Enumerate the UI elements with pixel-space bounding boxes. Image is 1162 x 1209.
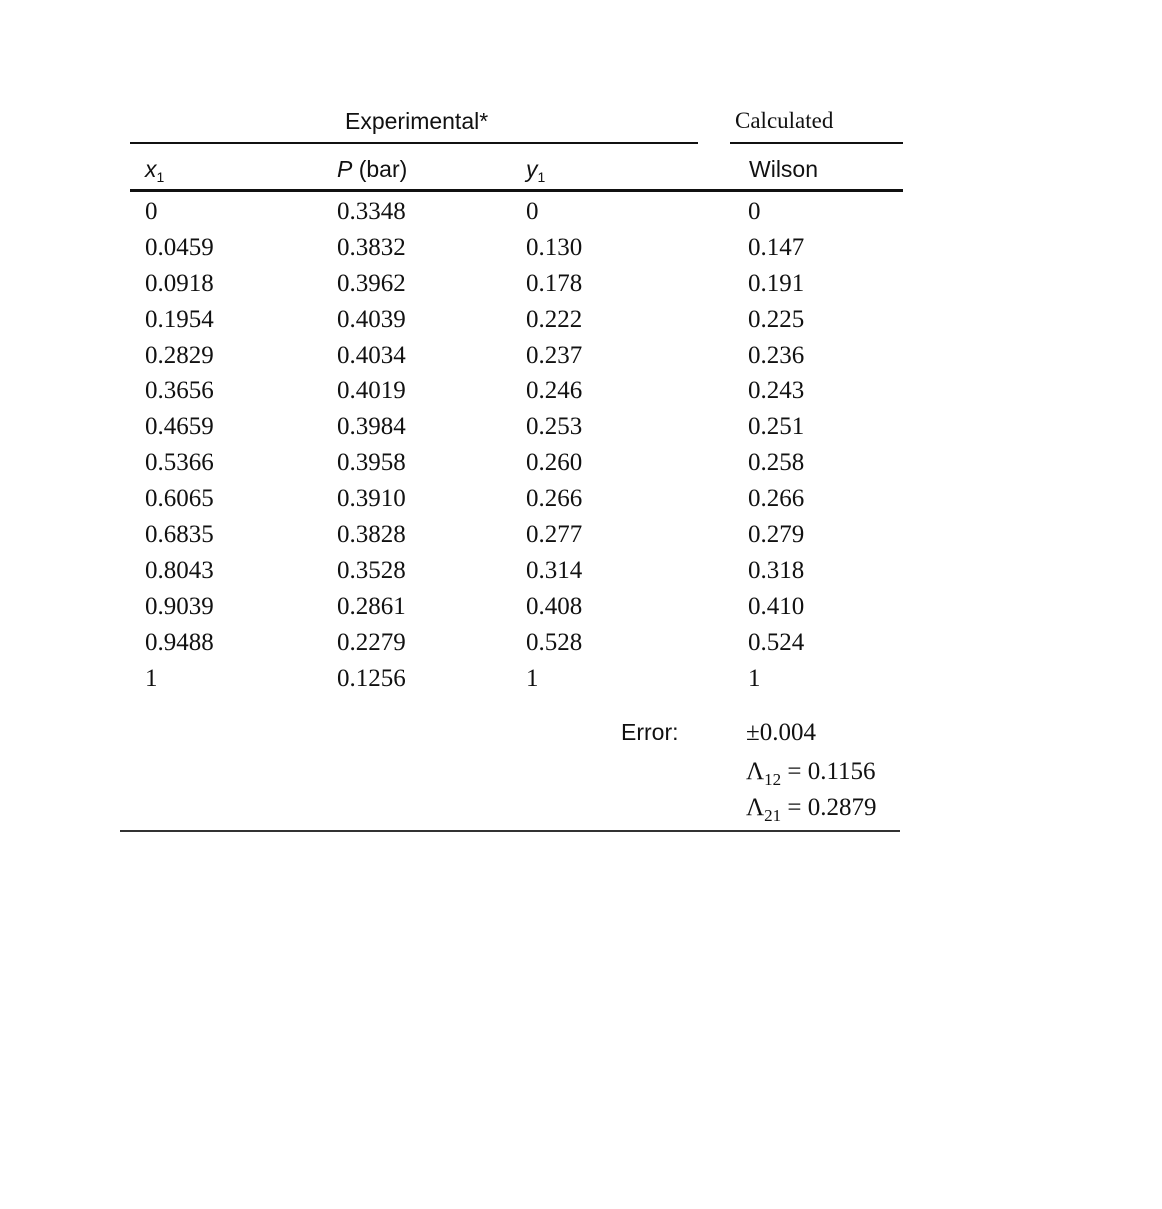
cell-pressure: 0.3832	[337, 233, 406, 261]
table-row	[0, 340, 1162, 376]
pressure-unit: (bar)	[352, 156, 408, 182]
experimental-rule	[130, 142, 698, 144]
table-row	[0, 232, 1162, 268]
cell-y1: 0.314	[526, 556, 583, 584]
cell-x1: 1	[145, 664, 158, 692]
lambda21-subscript: 21	[764, 806, 782, 825]
column-header-rule	[130, 189, 903, 192]
x1-subscript: 1	[156, 169, 165, 185]
lambda12-symbol: Λ	[746, 758, 765, 785]
cell-x1: 0.2829	[145, 341, 214, 369]
cell-x1: 0.6835	[145, 521, 214, 549]
y1-var: y	[526, 156, 538, 182]
pressure-var: P	[337, 156, 353, 182]
lambda21-parameter	[746, 794, 877, 826]
cell-y1: 0.253	[526, 413, 583, 441]
cell-x1: 0.5366	[145, 449, 214, 477]
calculated-header: Calculated	[735, 108, 834, 133]
cell-y1: 0.260	[526, 449, 583, 477]
cell-wilson: 0.251	[748, 413, 805, 441]
cell-wilson: 0.147	[748, 233, 805, 261]
cell-y1: 0.130	[526, 233, 583, 261]
cell-wilson: 0.236	[748, 341, 805, 369]
cell-x1: 0.6065	[145, 485, 214, 513]
table-row	[0, 555, 1162, 591]
table-body	[0, 196, 1162, 698]
cell-y1: 0.528	[526, 628, 583, 656]
table-row	[0, 196, 1162, 232]
cell-pressure: 0.3528	[337, 556, 406, 584]
column-header-x1	[145, 156, 164, 185]
calculated-rule	[730, 142, 903, 144]
column-header-pressure	[337, 156, 407, 183]
lambda12-subscript: 12	[764, 770, 782, 789]
cell-x1: 0.0459	[145, 233, 214, 261]
cell-y1: 0.237	[526, 341, 583, 369]
cell-x1: 0.8043	[145, 556, 214, 584]
cell-pressure: 0.4034	[337, 341, 406, 369]
cell-x1: 0.4659	[145, 413, 214, 441]
table-row	[0, 375, 1162, 411]
table-row	[0, 519, 1162, 555]
cell-y1: 1	[526, 664, 539, 692]
column-header-y1	[526, 156, 545, 185]
cell-x1: 0.3656	[145, 377, 214, 405]
cell-x1: 0.9039	[145, 592, 214, 620]
lambda12-parameter	[746, 758, 876, 790]
table-row	[0, 411, 1162, 447]
x1-var: x	[145, 156, 157, 182]
cell-wilson: 0.318	[748, 556, 805, 584]
cell-y1: 0.246	[526, 377, 583, 405]
table-row	[0, 447, 1162, 483]
cell-pressure: 0.3984	[337, 413, 406, 441]
table-row	[0, 304, 1162, 340]
cell-x1: 0	[145, 198, 158, 225]
cell-wilson: 0.524	[748, 628, 805, 656]
error-value: ±0.004	[746, 719, 816, 746]
error-label: Error:	[621, 719, 679, 745]
lambda21-value: = 0.2879	[781, 794, 877, 821]
y1-subscript: 1	[537, 169, 546, 185]
table-row	[0, 663, 1162, 699]
cell-wilson: 0.266	[748, 485, 805, 513]
cell-pressure: 0.2861	[337, 592, 406, 620]
table-row	[0, 591, 1162, 627]
cell-y1: 0.222	[526, 305, 583, 333]
cell-pressure: 0.2279	[337, 628, 406, 656]
table-row	[0, 627, 1162, 663]
cell-pressure: 0.3962	[337, 269, 406, 297]
cell-wilson: 1	[748, 664, 761, 692]
column-header-wilson: Wilson	[749, 156, 819, 182]
lambda21-symbol: Λ	[746, 794, 765, 821]
cell-pressure: 0.3958	[337, 449, 406, 477]
cell-y1: 0.178	[526, 269, 583, 297]
cell-x1: 0.0918	[145, 269, 214, 297]
cell-wilson: 0	[748, 198, 761, 225]
cell-pressure: 0.1256	[337, 664, 406, 692]
cell-wilson: 0.279	[748, 521, 805, 549]
cell-pressure: 0.3828	[337, 521, 406, 549]
experimental-header: Experimental*	[345, 108, 489, 134]
cell-y1: 0	[526, 198, 539, 225]
cell-pressure: 0.4019	[337, 377, 406, 405]
table-row	[0, 483, 1162, 519]
cell-y1: 0.277	[526, 521, 583, 549]
cell-x1: 0.1954	[145, 305, 214, 333]
cell-wilson: 0.191	[748, 269, 805, 297]
table-bottom-rule	[120, 830, 900, 832]
cell-wilson: 0.225	[748, 305, 805, 333]
cell-y1: 0.266	[526, 485, 583, 513]
cell-pressure: 0.3910	[337, 485, 406, 513]
table-row	[0, 268, 1162, 304]
lambda12-value: = 0.1156	[781, 758, 876, 785]
cell-wilson: 0.258	[748, 449, 805, 477]
cell-x1: 0.9488	[145, 628, 214, 656]
cell-wilson: 0.410	[748, 592, 805, 620]
cell-y1: 0.408	[526, 592, 583, 620]
cell-pressure: 0.3348	[337, 198, 406, 225]
cell-wilson: 0.243	[748, 377, 805, 405]
cell-pressure: 0.4039	[337, 305, 406, 333]
